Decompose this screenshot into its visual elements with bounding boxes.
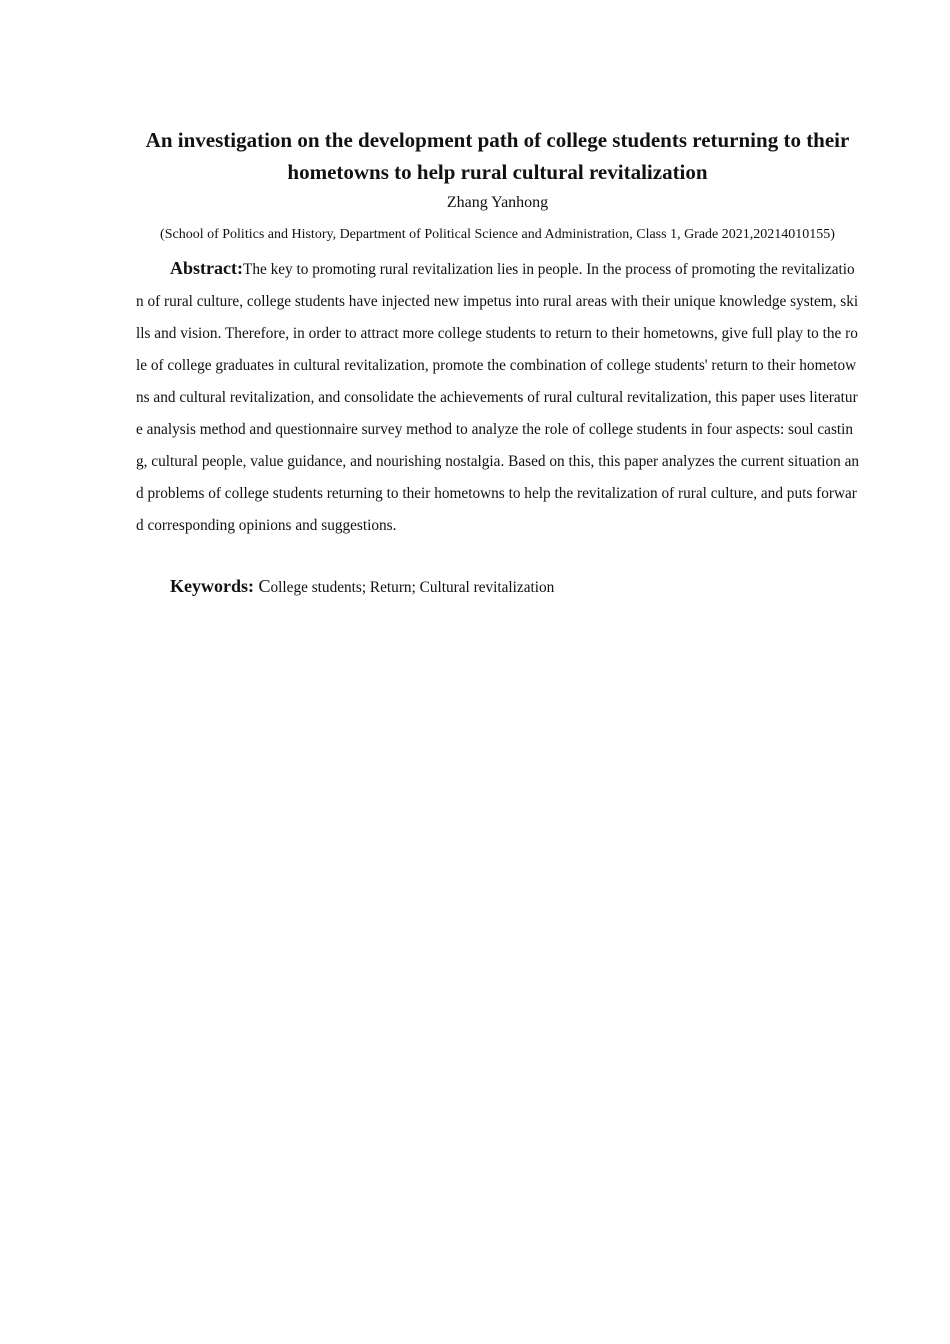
abstract-text: The key to promoting rural revitalization lies in people. In the process of promoting the revitalization of rural culture, college students have injected new impetus into rural areas with their unique knowledge system, skills and vision. Therefore, in order to attract more college students to return to their hometowns, give full play to the role of college graduates in cultural revitalization, promote the combination of college students' return to their hometowns and cultural revitalization, and consolidate the achievements of rural cultural revitalization, this paper uses literature analysis method and questionnaire survey method to analyze the role of college students in four aspects: soul casting, cultural people, value guidance, and nourishing nostalgia. Based on this, this paper analyzes the current situation and problems of college students returning to their hometowns to help the revitalization of rural culture, and puts forward corresponding opinions and suggestions. <box>136 261 860 534</box>
abstract-paragraph <box>136 252 860 542</box>
paper-title: An investigation on the development path of college students returning to their hometowns to help rural cultural revitalization <box>145 128 850 184</box>
abstract-label: Abstract: <box>170 258 243 278</box>
author-name: Zhang Yanhong <box>446 194 549 211</box>
author-affiliation: (School of Politics and History, Department of Political Science and Administration, Class 1, Grade 2021,20214010155) <box>160 227 835 242</box>
keywords-first-letter: C <box>258 576 271 596</box>
keywords-line <box>170 571 554 603</box>
keywords-label: Keywords: <box>170 576 259 596</box>
keywords-text: ollege students; Return; Cultural revitalization <box>270 579 555 596</box>
